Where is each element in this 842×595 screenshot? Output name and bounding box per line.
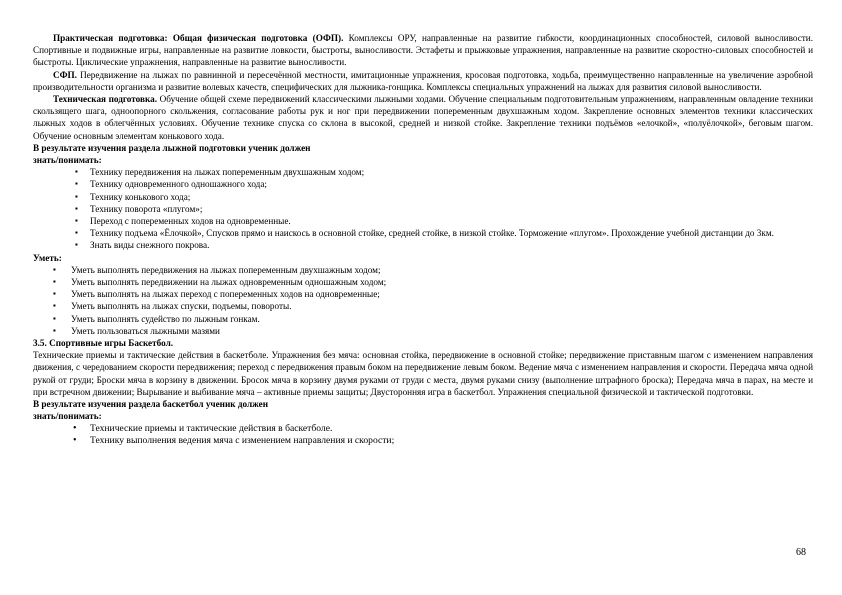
list-item: ▪ Технику передвижения на лыжах попеременным двухшажным ходом;	[33, 166, 813, 178]
page-content	[33, 32, 813, 447]
list-item: ▪ Уметь выполнять передвижении на лыжах одновременным одношажным ходом;	[33, 276, 813, 288]
list-item: ▪ Технику поворота «плугом»;	[33, 203, 813, 215]
technical-label: Техническая подготовка.	[53, 94, 158, 105]
ski-know-heading: знать/понимать:	[33, 155, 102, 166]
list-item: • Технику выполнения ведения мяча с изменением направления и скорости;	[33, 435, 813, 447]
list-item: ▪ Уметь пользоваться лыжными мазями	[33, 325, 813, 337]
list-item: • Технические приемы и тактические действия в баскетболе.	[33, 423, 813, 435]
list-item: ▪ Знать виды снежного покрова.	[33, 239, 813, 251]
sfp-label: СФП.	[53, 69, 77, 80]
basketball-know-list	[33, 423, 813, 447]
page-number: 68	[796, 547, 806, 558]
ski-can-list	[33, 264, 813, 337]
ski-result-heading: В результате изучения раздела лыжной подготовки ученик должен	[33, 142, 311, 153]
basketball-result-heading: В результате изучения раздела баскетбол ученик должен	[33, 399, 269, 410]
basketball-know-heading: знать/понимать:	[33, 411, 102, 422]
basketball-paragraph: Технические приемы и тактические действия в баскетболе. Упражнения без мяча: основная стойка, передвижение в основной стойке; передвижение приставным шагом с изменением направления движения, с чередованием скорости передвижения; переход с передвижения правым боком на передвижение левым боком. Ведение мяча с изменением направления и скорости. Передача мяча одной рукой от груди; Броски мяча в корзину в движении. Бросок мяча в корзину двумя руками от груди с места, двумя руками снизу (выполнение штрафного броска); Передача мяча в парах, на месте и при встречном движении; Вырывание и выбивание мяча – активные приемы защиты; Двусторонняя игра в баскетбол. Упражнения специальной физической и тактической подготовки.	[33, 350, 813, 397]
list-item: ▪ Уметь выполнять на лыжах переход с попеременных ходов на одновременные;	[33, 288, 813, 300]
technical-text: Обучение общей схеме передвижений классическими лыжными ходами. Обучение специальным подготовительным упражнениям, направленным овладение техники скользящего шага, одноопорного скольжения, согласование работы рук и ног при передвижении попеременным двухшажным ходом. Закрепление основных элементов техники классических лыжных ходов в облегчённых условиях. Обучение технике спуска со склона в высокой, средней и низкой стойке. Закрепление техники подъёмов «елочкой», «полуёлочкой», беговым шагом. Обучение основным элементам конькового хода.	[33, 94, 814, 141]
ofp-label: Практическая подготовка: Общая физическая подготовка (ОФП).	[53, 33, 344, 43]
ofp-text: Комплексы ОРУ, направленные на развитие гибкости, координационных способностей, силовой выносливости. Спортивные и подвижные игры, направленные на развитие ловкости, быстроты, выносливости. Эстафеты и прыжковые упражнения, направленные на развитие скоростно-силовых способностей и быстроты. Циклические упражнения, направленные на развитие выносливости.	[33, 33, 813, 68]
list-item: ▪ Технику одновременного одношажного хода;	[33, 178, 813, 190]
list-item: ▪ Переход с попеременных ходов на одновременные.	[33, 215, 813, 227]
list-item: ▪ Уметь выполнять на лыжах спуски, подъемы, повороты.	[33, 300, 813, 312]
ski-know-list	[33, 166, 813, 251]
sfp-text: Передвижение на лыжах по равнинной и пересечённой местности, имитационные упражнения, кросовая подготовка, ходьба, преимущественно направленные на увеличение аэробной производительности организма и развитие волевых качеств, специфических для лыжника-гонщика. Комплексы специальных упражнений на лыжах для развития силовой выносливости.	[33, 69, 813, 92]
list-item: ▪ Технику конькового хода;	[33, 191, 813, 203]
list-item: ▪ Технику подъема «Ёлочкой», Спусков прямо и наискось в основной стойке, средней стойке, в низкой стойке. Торможение «плугом». Прохождение учебной дистанции до 3км.	[33, 227, 813, 239]
paragraph-sfp	[33, 69, 813, 93]
basketball-section-title: 3.5. Спортивные игры Баскетбол.	[33, 338, 174, 349]
ski-can-heading: Уметь:	[33, 252, 62, 263]
paragraph-ofp	[33, 32, 813, 69]
list-item: ▪ Уметь выполнять судейство по лыжным гонкам.	[33, 313, 813, 325]
list-item: ▪ Уметь выполнять передвижения на лыжах попеременным двухшажным ходом;	[33, 264, 813, 276]
paragraph-technical	[33, 93, 813, 142]
